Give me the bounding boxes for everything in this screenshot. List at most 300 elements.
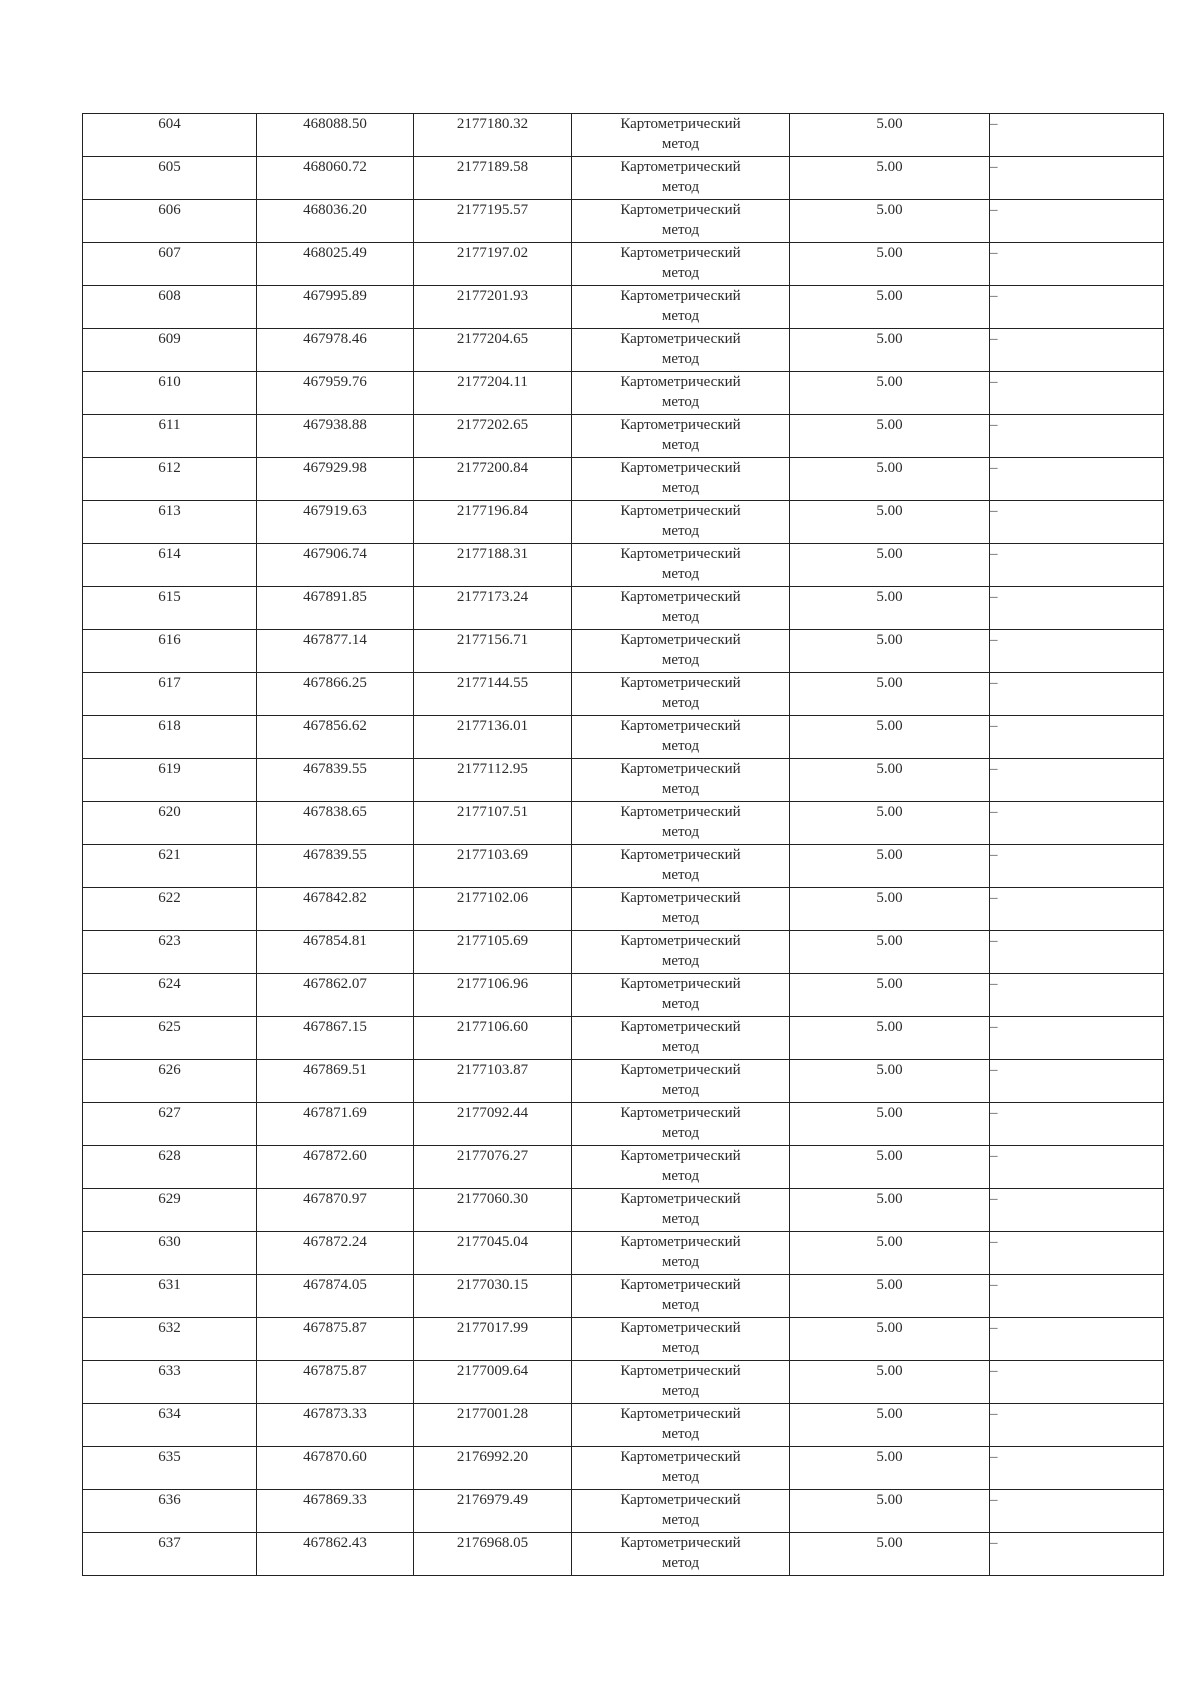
accuracy-cell: 5.00	[790, 587, 990, 630]
method-cell	[572, 114, 790, 157]
table-row	[83, 114, 1164, 157]
method-cell	[572, 1103, 790, 1146]
method-line-2: метод	[661, 222, 700, 238]
y-coordinate-cell: 2177173.24	[414, 587, 572, 630]
x-coordinate-cell: 467938.88	[257, 415, 414, 458]
method-cell	[572, 673, 790, 716]
note-cell: –	[990, 243, 1164, 286]
method-line-2: метод	[661, 1039, 700, 1055]
note-cell: –	[990, 716, 1164, 759]
note-cell: –	[990, 1189, 1164, 1232]
method-line-2: метод	[661, 695, 700, 711]
method-line-1: Картометрический	[620, 804, 741, 820]
note-cell: –	[990, 1361, 1164, 1404]
point-number-cell: 632	[83, 1318, 257, 1361]
method-line-1: Картометрический	[620, 1234, 741, 1250]
method-cell	[572, 1017, 790, 1060]
x-coordinate-cell: 467869.51	[257, 1060, 414, 1103]
accuracy-cell: 5.00	[790, 1060, 990, 1103]
y-coordinate-cell: 2177204.65	[414, 329, 572, 372]
point-number-cell: 628	[83, 1146, 257, 1189]
point-number-cell: 617	[83, 673, 257, 716]
y-coordinate-cell: 2177201.93	[414, 286, 572, 329]
method-line-1: Картометрический	[620, 761, 741, 777]
point-number-cell: 615	[83, 587, 257, 630]
note-cell: –	[990, 1318, 1164, 1361]
method-cell	[572, 157, 790, 200]
method-cell	[572, 587, 790, 630]
accuracy-cell: 5.00	[790, 888, 990, 931]
method-line-1: Картометрический	[620, 417, 741, 433]
method-cell	[572, 630, 790, 673]
method-line-1: Картометрический	[620, 1277, 741, 1293]
method-line-1: Картометрический	[620, 1406, 741, 1422]
method-cell	[572, 716, 790, 759]
note-cell: –	[990, 974, 1164, 1017]
y-coordinate-cell: 2177030.15	[414, 1275, 572, 1318]
method-line-2: метод	[661, 1426, 700, 1442]
accuracy-cell: 5.00	[790, 286, 990, 329]
method-cell	[572, 544, 790, 587]
point-number-cell: 606	[83, 200, 257, 243]
x-coordinate-cell: 468036.20	[257, 200, 414, 243]
method-cell	[572, 931, 790, 974]
method-line-1: Картометрический	[620, 589, 741, 605]
note-cell: –	[990, 544, 1164, 587]
table-body	[83, 114, 1164, 1576]
x-coordinate-cell: 468025.49	[257, 243, 414, 286]
table-row	[83, 1533, 1164, 1576]
accuracy-cell: 5.00	[790, 716, 990, 759]
accuracy-cell: 5.00	[790, 415, 990, 458]
x-coordinate-cell: 467862.07	[257, 974, 414, 1017]
x-coordinate-cell: 467870.97	[257, 1189, 414, 1232]
method-line-2: метод	[661, 480, 700, 496]
method-line-1: Картометрический	[620, 847, 741, 863]
point-number-cell: 611	[83, 415, 257, 458]
accuracy-cell: 5.00	[790, 157, 990, 200]
note-cell: –	[990, 1490, 1164, 1533]
method-line-2: метод	[661, 1168, 700, 1184]
y-coordinate-cell: 2177112.95	[414, 759, 572, 802]
method-line-1: Картометрический	[620, 890, 741, 906]
method-line-2: метод	[661, 1469, 700, 1485]
point-number-cell: 636	[83, 1490, 257, 1533]
method-cell	[572, 1533, 790, 1576]
x-coordinate-cell: 468088.50	[257, 114, 414, 157]
x-coordinate-cell: 467839.55	[257, 845, 414, 888]
method-line-2: метод	[661, 910, 700, 926]
y-coordinate-cell: 2177136.01	[414, 716, 572, 759]
table-row	[83, 243, 1164, 286]
method-line-1: Картометрический	[620, 1019, 741, 1035]
point-number-cell: 612	[83, 458, 257, 501]
table-row	[83, 630, 1164, 673]
accuracy-cell: 5.00	[790, 329, 990, 372]
table-row	[83, 673, 1164, 716]
point-number-cell: 633	[83, 1361, 257, 1404]
note-cell: –	[990, 286, 1164, 329]
method-line-1: Картометрический	[620, 245, 741, 261]
method-cell	[572, 1275, 790, 1318]
method-cell	[572, 458, 790, 501]
method-line-2: метод	[661, 566, 700, 582]
note-cell: –	[990, 1533, 1164, 1576]
method-line-2: метод	[661, 136, 700, 152]
method-line-1: Картометрический	[620, 632, 741, 648]
table-row	[83, 1361, 1164, 1404]
accuracy-cell: 5.00	[790, 845, 990, 888]
table-row	[83, 974, 1164, 1017]
method-cell	[572, 1060, 790, 1103]
method-cell	[572, 286, 790, 329]
method-line-2: метод	[661, 1383, 700, 1399]
x-coordinate-cell: 467842.82	[257, 888, 414, 931]
method-cell	[572, 1404, 790, 1447]
table-row	[83, 759, 1164, 802]
method-line-2: метод	[661, 1125, 700, 1141]
x-coordinate-cell: 467856.62	[257, 716, 414, 759]
method-cell	[572, 1361, 790, 1404]
method-line-2: метод	[661, 738, 700, 754]
y-coordinate-cell: 2177188.31	[414, 544, 572, 587]
method-line-2: метод	[661, 996, 700, 1012]
x-coordinate-cell: 467877.14	[257, 630, 414, 673]
y-coordinate-cell: 2177195.57	[414, 200, 572, 243]
method-cell	[572, 974, 790, 1017]
y-coordinate-cell: 2177092.44	[414, 1103, 572, 1146]
point-number-cell: 627	[83, 1103, 257, 1146]
table-row	[83, 1404, 1164, 1447]
x-coordinate-cell: 467906.74	[257, 544, 414, 587]
table-row	[83, 1060, 1164, 1103]
accuracy-cell: 5.00	[790, 501, 990, 544]
x-coordinate-cell: 467839.55	[257, 759, 414, 802]
table-row	[83, 802, 1164, 845]
x-coordinate-cell: 467891.85	[257, 587, 414, 630]
accuracy-cell: 5.00	[790, 243, 990, 286]
accuracy-cell: 5.00	[790, 1146, 990, 1189]
point-number-cell: 625	[83, 1017, 257, 1060]
method-line-1: Картометрический	[620, 202, 741, 218]
method-cell	[572, 802, 790, 845]
y-coordinate-cell: 2177106.60	[414, 1017, 572, 1060]
note-cell: –	[990, 114, 1164, 157]
method-cell	[572, 1189, 790, 1232]
note-cell: –	[990, 329, 1164, 372]
method-cell	[572, 501, 790, 544]
note-cell: –	[990, 1103, 1164, 1146]
y-coordinate-cell: 2177103.87	[414, 1060, 572, 1103]
method-line-1: Картометрический	[620, 1105, 741, 1121]
method-line-2: метод	[661, 308, 700, 324]
note-cell: –	[990, 1275, 1164, 1318]
method-line-1: Картометрический	[620, 933, 741, 949]
note-cell: –	[990, 501, 1164, 544]
note-cell: –	[990, 802, 1164, 845]
point-number-cell: 635	[83, 1447, 257, 1490]
point-number-cell: 621	[83, 845, 257, 888]
x-coordinate-cell: 467929.98	[257, 458, 414, 501]
point-number-cell: 620	[83, 802, 257, 845]
y-coordinate-cell: 2177102.06	[414, 888, 572, 931]
method-line-1: Картометрический	[620, 546, 741, 562]
method-line-2: метод	[661, 1082, 700, 1098]
point-number-cell: 623	[83, 931, 257, 974]
note-cell: –	[990, 157, 1164, 200]
note-cell: –	[990, 1447, 1164, 1490]
x-coordinate-cell: 467875.87	[257, 1318, 414, 1361]
accuracy-cell: 5.00	[790, 974, 990, 1017]
x-coordinate-cell: 467959.76	[257, 372, 414, 415]
y-coordinate-cell: 2177001.28	[414, 1404, 572, 1447]
x-coordinate-cell: 467872.60	[257, 1146, 414, 1189]
method-cell	[572, 1447, 790, 1490]
x-coordinate-cell: 467870.60	[257, 1447, 414, 1490]
note-cell: –	[990, 1060, 1164, 1103]
point-number-cell: 608	[83, 286, 257, 329]
y-coordinate-cell: 2177009.64	[414, 1361, 572, 1404]
method-cell	[572, 1318, 790, 1361]
method-line-2: метод	[661, 523, 700, 539]
method-line-2: метод	[661, 1254, 700, 1270]
method-line-2: метод	[661, 1211, 700, 1227]
table-row	[83, 1146, 1164, 1189]
accuracy-cell: 5.00	[790, 1447, 990, 1490]
x-coordinate-cell: 467978.46	[257, 329, 414, 372]
point-number-cell: 629	[83, 1189, 257, 1232]
accuracy-cell: 5.00	[790, 544, 990, 587]
method-line-1: Картометрический	[620, 116, 741, 132]
y-coordinate-cell: 2177202.65	[414, 415, 572, 458]
accuracy-cell: 5.00	[790, 1404, 990, 1447]
method-cell	[572, 759, 790, 802]
point-number-cell: 614	[83, 544, 257, 587]
accuracy-cell: 5.00	[790, 200, 990, 243]
method-line-1: Картометрический	[620, 1535, 741, 1551]
note-cell: –	[990, 458, 1164, 501]
note-cell: –	[990, 888, 1164, 931]
table-row	[83, 157, 1164, 200]
method-cell	[572, 1490, 790, 1533]
x-coordinate-cell: 467867.15	[257, 1017, 414, 1060]
method-line-1: Картометрический	[620, 1363, 741, 1379]
y-coordinate-cell: 2177156.71	[414, 630, 572, 673]
method-cell	[572, 1232, 790, 1275]
note-cell: –	[990, 931, 1164, 974]
accuracy-cell: 5.00	[790, 1103, 990, 1146]
table-row	[83, 1318, 1164, 1361]
point-number-cell: 616	[83, 630, 257, 673]
method-line-2: метод	[661, 609, 700, 625]
table-row	[83, 1490, 1164, 1533]
method-line-2: метод	[661, 179, 700, 195]
note-cell: –	[990, 845, 1164, 888]
table-row	[83, 716, 1164, 759]
y-coordinate-cell: 2177105.69	[414, 931, 572, 974]
y-coordinate-cell: 2177189.58	[414, 157, 572, 200]
method-line-2: метод	[661, 437, 700, 453]
note-cell: –	[990, 630, 1164, 673]
method-line-2: метод	[661, 394, 700, 410]
method-line-1: Картометрический	[620, 331, 741, 347]
table-row	[83, 1017, 1164, 1060]
point-number-cell: 634	[83, 1404, 257, 1447]
accuracy-cell: 5.00	[790, 673, 990, 716]
note-cell: –	[990, 587, 1164, 630]
x-coordinate-cell: 467995.89	[257, 286, 414, 329]
method-line-2: метод	[661, 652, 700, 668]
note-cell: –	[990, 1232, 1164, 1275]
y-coordinate-cell: 2177106.96	[414, 974, 572, 1017]
note-cell: –	[990, 759, 1164, 802]
note-cell: –	[990, 415, 1164, 458]
y-coordinate-cell: 2177060.30	[414, 1189, 572, 1232]
accuracy-cell: 5.00	[790, 802, 990, 845]
point-number-cell: 637	[83, 1533, 257, 1576]
method-line-1: Картометрический	[620, 374, 741, 390]
method-line-1: Картометрический	[620, 460, 741, 476]
y-coordinate-cell: 2176979.49	[414, 1490, 572, 1533]
point-number-cell: 622	[83, 888, 257, 931]
y-coordinate-cell: 2177180.32	[414, 114, 572, 157]
method-line-1: Картометрический	[620, 1148, 741, 1164]
table-row	[83, 1189, 1164, 1232]
y-coordinate-cell: 2176992.20	[414, 1447, 572, 1490]
x-coordinate-cell: 467866.25	[257, 673, 414, 716]
table-row	[83, 931, 1164, 974]
accuracy-cell: 5.00	[790, 759, 990, 802]
accuracy-cell: 5.00	[790, 372, 990, 415]
table-row	[83, 888, 1164, 931]
point-number-cell: 605	[83, 157, 257, 200]
point-number-cell: 618	[83, 716, 257, 759]
x-coordinate-cell: 467872.24	[257, 1232, 414, 1275]
method-line-2: метод	[661, 265, 700, 281]
method-line-1: Картометрический	[620, 675, 741, 691]
x-coordinate-cell: 467862.43	[257, 1533, 414, 1576]
method-line-1: Картометрический	[620, 718, 741, 734]
note-cell: –	[990, 1146, 1164, 1189]
y-coordinate-cell: 2177076.27	[414, 1146, 572, 1189]
method-line-1: Картометрический	[620, 503, 741, 519]
method-line-1: Картометрический	[620, 976, 741, 992]
x-coordinate-cell: 467919.63	[257, 501, 414, 544]
y-coordinate-cell: 2177197.02	[414, 243, 572, 286]
method-cell	[572, 415, 790, 458]
method-cell	[572, 372, 790, 415]
y-coordinate-cell: 2177107.51	[414, 802, 572, 845]
table-row	[83, 415, 1164, 458]
accuracy-cell: 5.00	[790, 1490, 990, 1533]
note-cell: –	[990, 1017, 1164, 1060]
accuracy-cell: 5.00	[790, 630, 990, 673]
method-line-2: метод	[661, 781, 700, 797]
y-coordinate-cell: 2177017.99	[414, 1318, 572, 1361]
x-coordinate-cell: 467873.33	[257, 1404, 414, 1447]
table-row	[83, 544, 1164, 587]
table-row	[83, 458, 1164, 501]
method-line-2: метод	[661, 1297, 700, 1313]
point-number-cell: 607	[83, 243, 257, 286]
table-row	[83, 286, 1164, 329]
table-row	[83, 501, 1164, 544]
method-line-1: Картометрический	[620, 288, 741, 304]
accuracy-cell: 5.00	[790, 1318, 990, 1361]
method-cell	[572, 888, 790, 931]
method-line-1: Картометрический	[620, 1320, 741, 1336]
accuracy-cell: 5.00	[790, 1232, 990, 1275]
accuracy-cell: 5.00	[790, 1275, 990, 1318]
x-coordinate-cell: 467874.05	[257, 1275, 414, 1318]
y-coordinate-cell: 2177103.69	[414, 845, 572, 888]
method-cell	[572, 1146, 790, 1189]
x-coordinate-cell: 467869.33	[257, 1490, 414, 1533]
x-coordinate-cell: 467875.87	[257, 1361, 414, 1404]
method-cell	[572, 845, 790, 888]
x-coordinate-cell: 468060.72	[257, 157, 414, 200]
method-cell	[572, 329, 790, 372]
point-number-cell: 626	[83, 1060, 257, 1103]
coordinates-table	[82, 113, 1164, 1576]
table-row	[83, 329, 1164, 372]
accuracy-cell: 5.00	[790, 1189, 990, 1232]
method-line-1: Картометрический	[620, 159, 741, 175]
table-row	[83, 1447, 1164, 1490]
table-row	[83, 845, 1164, 888]
method-line-1: Картометрический	[620, 1449, 741, 1465]
note-cell: –	[990, 372, 1164, 415]
note-cell: –	[990, 673, 1164, 716]
method-cell	[572, 200, 790, 243]
point-number-cell: 630	[83, 1232, 257, 1275]
accuracy-cell: 5.00	[790, 114, 990, 157]
note-cell: –	[990, 1404, 1164, 1447]
method-line-1: Картометрический	[620, 1191, 741, 1207]
point-number-cell: 624	[83, 974, 257, 1017]
accuracy-cell: 5.00	[790, 931, 990, 974]
method-line-2: метод	[661, 351, 700, 367]
point-number-cell: 604	[83, 114, 257, 157]
y-coordinate-cell: 2177204.11	[414, 372, 572, 415]
point-number-cell: 631	[83, 1275, 257, 1318]
accuracy-cell: 5.00	[790, 1017, 990, 1060]
accuracy-cell: 5.00	[790, 1533, 990, 1576]
x-coordinate-cell: 467854.81	[257, 931, 414, 974]
y-coordinate-cell: 2177144.55	[414, 673, 572, 716]
table-row	[83, 372, 1164, 415]
method-line-2: метод	[661, 824, 700, 840]
table-row	[83, 200, 1164, 243]
x-coordinate-cell: 467838.65	[257, 802, 414, 845]
method-line-2: метод	[661, 1512, 700, 1528]
method-line-1: Картометрический	[620, 1062, 741, 1078]
table-row	[83, 1103, 1164, 1146]
method-cell	[572, 243, 790, 286]
table-row	[83, 1275, 1164, 1318]
y-coordinate-cell: 2176968.05	[414, 1533, 572, 1576]
y-coordinate-cell: 2177045.04	[414, 1232, 572, 1275]
point-number-cell: 609	[83, 329, 257, 372]
method-line-2: метод	[661, 867, 700, 883]
method-line-2: метод	[661, 953, 700, 969]
method-line-2: метод	[661, 1555, 700, 1571]
table-row	[83, 587, 1164, 630]
y-coordinate-cell: 2177196.84	[414, 501, 572, 544]
table-row	[83, 1232, 1164, 1275]
method-line-1: Картометрический	[620, 1492, 741, 1508]
method-line-2: метод	[661, 1340, 700, 1356]
